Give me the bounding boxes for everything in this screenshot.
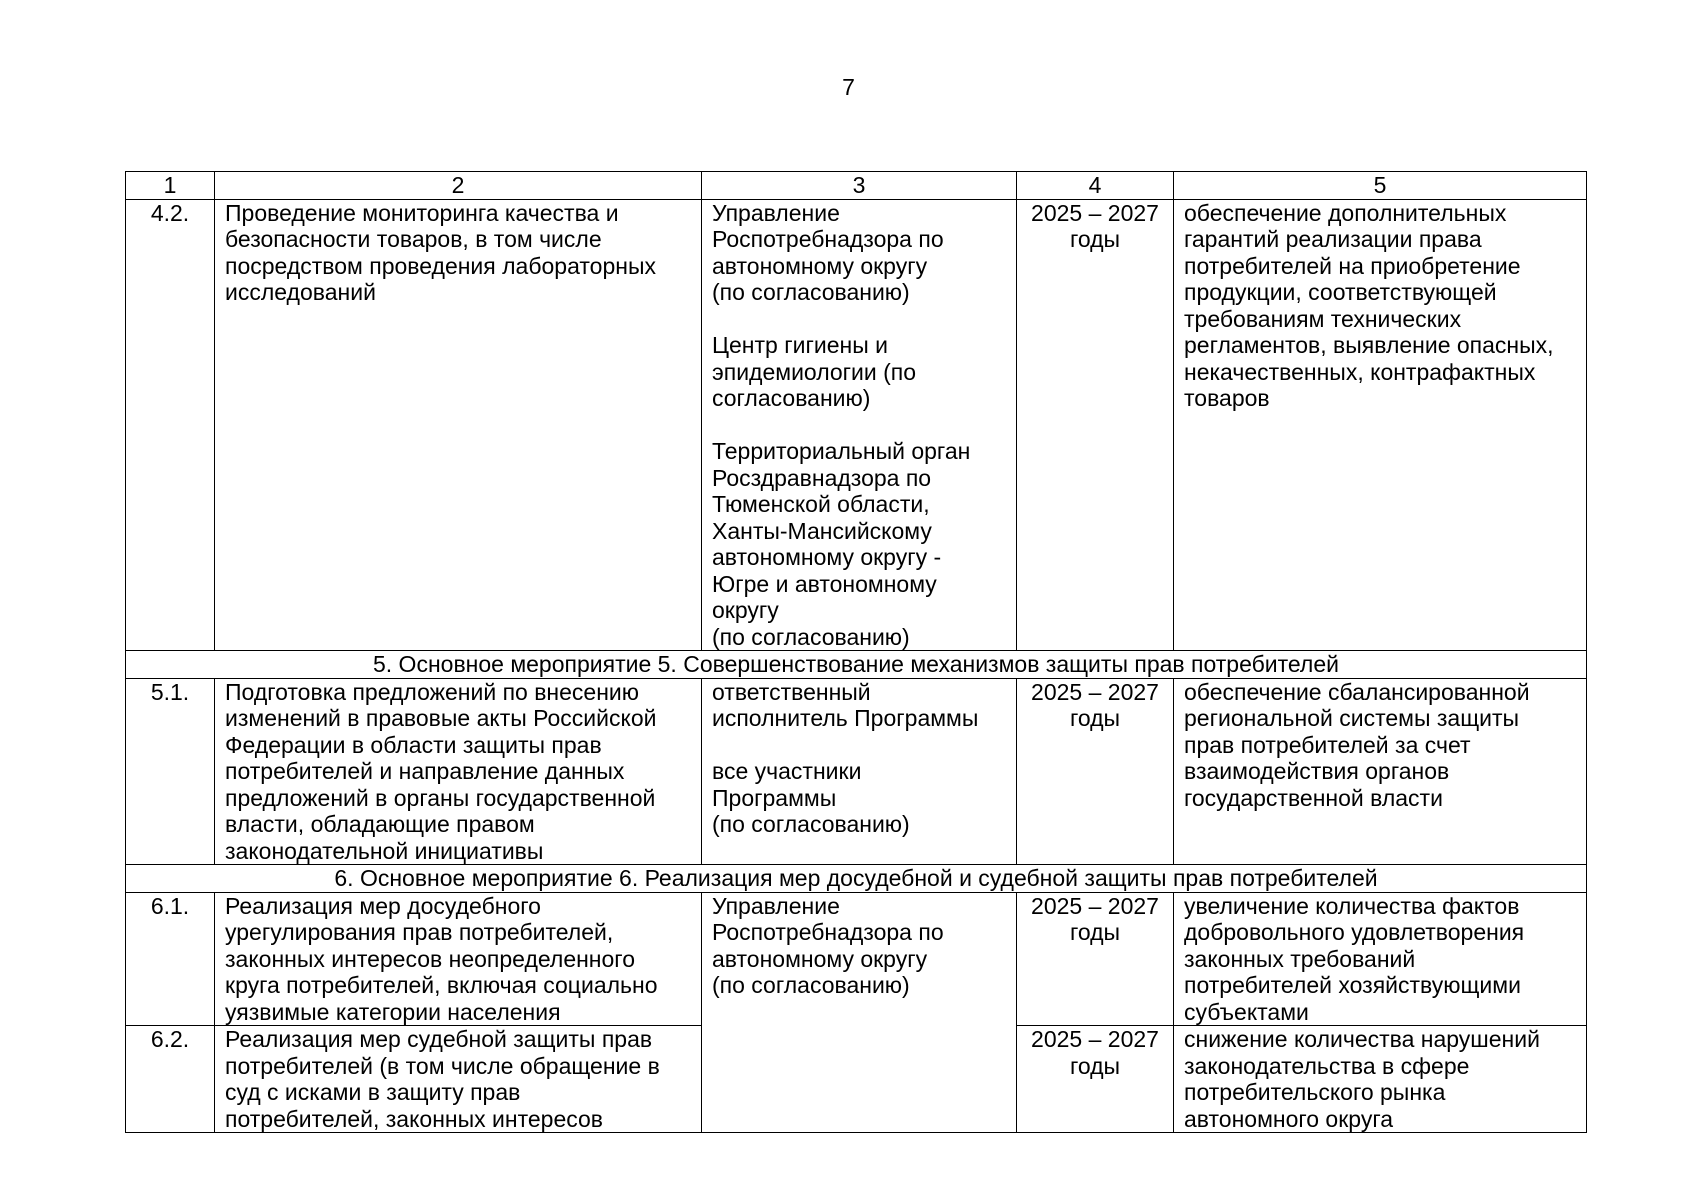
text-line: автономного округа [1184, 1105, 1393, 1132]
text-line: 2025 – 2027 [1031, 892, 1159, 919]
text-line: Роспотребнадзора по [712, 919, 944, 945]
measures-table [125, 171, 1587, 1133]
text-line: законных требований [1184, 945, 1416, 972]
row-number: 4.2. [126, 199, 215, 651]
text-line: 2025 – 2027 [1031, 199, 1159, 226]
row-number: 6.2. [126, 1026, 215, 1133]
period [1017, 892, 1174, 1026]
text-line: Тюменской области, [712, 491, 930, 517]
text-line: законодательной инициативы [225, 837, 544, 864]
text-line: ответственный [712, 678, 871, 705]
period [1017, 199, 1174, 651]
text-line: автономному округу [712, 252, 928, 279]
text-line: исследований [225, 279, 376, 305]
text-line: Федерации в области защиты прав [225, 731, 602, 758]
expected-result [1174, 892, 1587, 1026]
section-title: 5. Основное мероприятие 5. Совершенствование механизмов защиты прав потребителей [126, 651, 1587, 679]
paragraph-gap [712, 306, 1006, 333]
text-line: гарантий реализации права [1184, 226, 1482, 252]
text-line: годы [1069, 1052, 1121, 1079]
text-line: потребителей (в том числе обращение в [225, 1052, 660, 1079]
text-line: потребительского рынка [1184, 1079, 1446, 1105]
text-line: (по согласованию) [712, 623, 910, 650]
text-line: эпидемиологии (по [712, 358, 917, 385]
text-line: потребителей хозяйствующими [1184, 972, 1521, 998]
text-line: Роспотребнадзора по [712, 226, 944, 252]
text-line: автономному округу - [712, 544, 942, 570]
text-line: все участники [712, 758, 862, 784]
text-line: Югре и автономному [712, 570, 937, 597]
table-row-5-1 [126, 678, 1587, 865]
text-line: круга потребителей, включая социально [225, 972, 658, 998]
period [1017, 678, 1174, 865]
text-line: государственной власти [1184, 784, 1443, 811]
text-line: потребителей на приобретение [1184, 252, 1521, 279]
header-cell-2: 2 [215, 172, 702, 200]
text-line: годы [1069, 226, 1121, 252]
text-line: регламентов, выявление опасных, [1184, 332, 1554, 358]
text-line: автономному округу [712, 945, 928, 972]
expected-result [1174, 1026, 1587, 1133]
header-row [126, 172, 1587, 200]
text-line: уязвимые категории населения [225, 998, 561, 1025]
executors [702, 892, 1017, 1133]
text-line: Управление [712, 199, 840, 226]
text-line: обеспечение сбалансированной [1184, 678, 1530, 705]
page-number: 7 [842, 74, 855, 100]
text-line: субъектами [1184, 998, 1309, 1025]
executors [702, 199, 1017, 651]
text-line: Управление [712, 892, 840, 919]
text-line: годы [1069, 919, 1121, 945]
text-line: суд с исками в защиту прав [225, 1079, 521, 1105]
text-line: законодательства в сфере [1184, 1052, 1470, 1079]
section-row-5 [126, 651, 1587, 679]
text-line: добровольного удовлетворения [1184, 919, 1525, 945]
text-line: снижение количества нарушений [1184, 1026, 1540, 1052]
text-line: безопасности товаров, в том числе [225, 226, 602, 252]
text-line: товаров [1184, 385, 1270, 411]
expected-result [1174, 678, 1587, 865]
text-line: взаимодействия органов [1184, 758, 1450, 784]
text-line: изменений в правовые акты Российской [225, 705, 657, 731]
text-line: согласованию) [712, 385, 871, 411]
text-line: потребителей и направление данных [225, 758, 625, 784]
executors [702, 678, 1017, 865]
text-line: некачественных, контрафактных [1184, 358, 1536, 385]
text-line: Территориальный орган [712, 438, 971, 464]
text-line: обеспечение дополнительных [1184, 199, 1507, 226]
text-line: власти, обладающие правом [225, 811, 535, 837]
text-line: региональной системы защиты [1184, 705, 1520, 731]
text-line: Проведение мониторинга качества и [225, 199, 619, 226]
paragraph-gap [712, 412, 1006, 439]
expected-result [1174, 199, 1587, 651]
text-line: исполнитель Программы [712, 705, 979, 731]
text-line: Центр гигиены и [712, 332, 888, 358]
measure-text [215, 199, 702, 651]
section-row-6 [126, 865, 1587, 893]
text-line: (по согласованию) [712, 811, 910, 837]
text-line: 2025 – 2027 [1031, 678, 1159, 705]
text-line: увеличение количества фактов [1184, 892, 1520, 919]
text-line: Росздравнадзора по [712, 464, 932, 491]
text-line: 2025 – 2027 [1031, 1026, 1159, 1052]
text-line: предложений в органы государственной [225, 784, 656, 811]
text-line: Реализация мер судебной защиты прав [225, 1026, 653, 1052]
header-cell-3: 3 [702, 172, 1017, 200]
header-cell-4: 4 [1017, 172, 1174, 200]
text-line: законных интересов неопределенного [225, 945, 635, 972]
text-line: посредством проведения лабораторных [225, 252, 656, 279]
section-title: 6. Основное мероприятие 6. Реализация мер досудебной и судебной защиты прав потребителей [126, 865, 1587, 893]
text-line: округу [712, 597, 779, 623]
text-line: Программы [712, 784, 837, 811]
measure-text [215, 678, 702, 865]
text-line: урегулирования прав потребителей, [225, 919, 614, 945]
text-line: (по согласованию) [712, 279, 910, 305]
table-row-4-2 [126, 199, 1587, 651]
table-row-6-1 [126, 892, 1587, 1026]
header-cell-5: 5 [1174, 172, 1587, 200]
text-line: Подготовка предложений по внесению [225, 678, 640, 705]
header-cell-1: 1 [126, 172, 215, 200]
text-line: Реализация мер досудебного [225, 892, 541, 919]
text-line: прав потребителей за счет [1184, 731, 1471, 758]
row-number: 6.1. [126, 892, 215, 1026]
row-number: 5.1. [126, 678, 215, 865]
text-line: потребителей, законных интересов [225, 1105, 604, 1132]
text-line: требованиям технических [1184, 305, 1462, 332]
text-line: продукции, соответствующей [1184, 279, 1497, 305]
period [1017, 1026, 1174, 1133]
measure-text [215, 1026, 702, 1133]
text-line: годы [1069, 705, 1121, 731]
text-line: (по согласованию) [712, 972, 910, 998]
paragraph-gap [712, 732, 1006, 759]
measure-text [215, 892, 702, 1026]
text-line: Ханты-Мансийскому [712, 517, 932, 544]
